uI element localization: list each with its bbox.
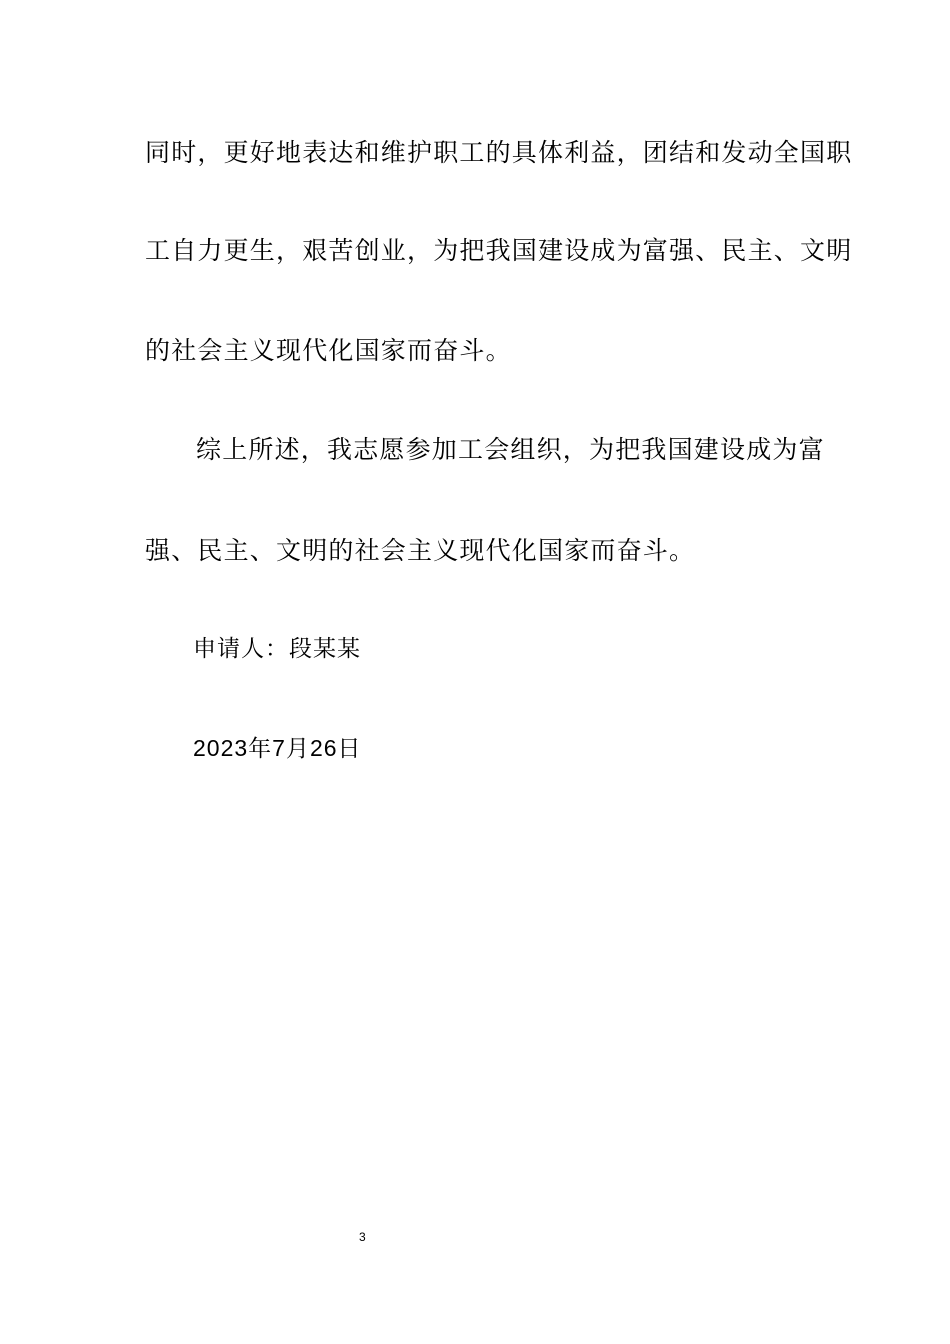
- body-line-2: 工自力更生，艰苦创业，为把我国建设成为富强、民主、文明: [145, 236, 853, 265]
- body-line-3: 的社会主义现代化国家而奋斗。: [145, 336, 512, 365]
- application-date: 2023年7月26日: [193, 735, 362, 761]
- applicant-signature: 申请人：段某某: [193, 636, 361, 662]
- page-number: 3: [359, 1230, 366, 1244]
- body-line-5: 强、民主、文明的社会主义现代化国家而奋斗。: [145, 536, 696, 565]
- body-line-1: 同时，更好地表达和维护职工的具体利益，团结和发动全国职: [145, 138, 853, 167]
- body-line-4: 综上所述，我志愿参加工会组织，为把我国建设成为富: [196, 435, 825, 464]
